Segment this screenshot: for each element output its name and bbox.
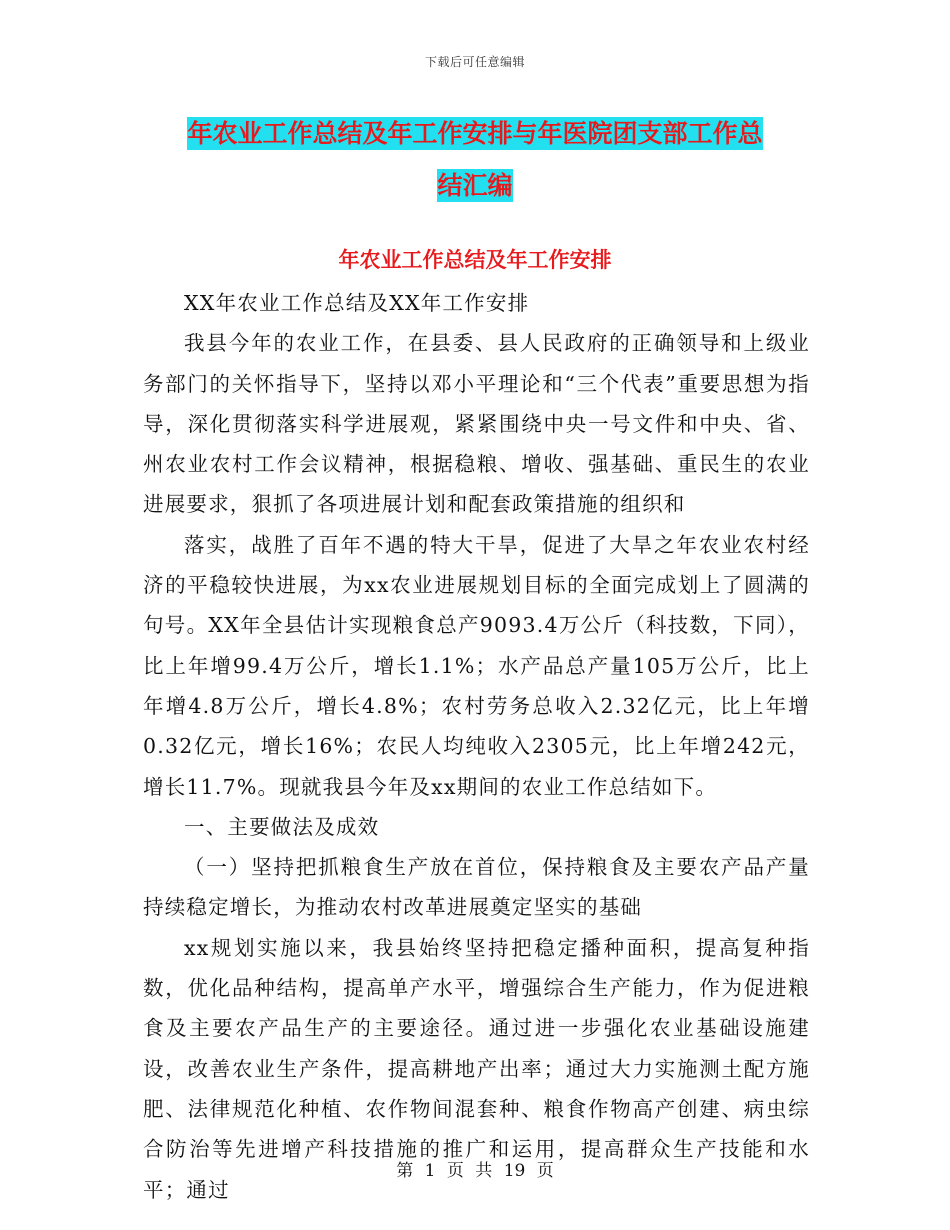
header-note: 下载后可任意编辑 [424, 55, 525, 69]
section-heading: 一、主要做法及成效 [184, 814, 380, 839]
paragraph: xx规划实施以来，我县始终坚持把稳定播种面积，提高复种指数，优化品种结构，提高单产水平，增强综合生产能力，作为促进粮食及主要农产品生产的主要途径。通过进一步强化农业基础设施建设，改善农业生产条件，提高耕地产出率；通过大力实施测土配方施肥、法律规范化种植、农作物间混套种、粮食作物高产创建、病虫综合防治等先进增产科技措施的推广和运用，提高群众生产技能和水平；通过 [143, 935, 810, 1202]
subsection-heading: （一）坚持把抓粮食生产放在首位，保持粮食及主要农产品产量持续稳定增长，为推动农村改革进展奠定坚实的基础 [143, 855, 810, 920]
section-title: 年农业工作总结及年工作安排 [338, 248, 612, 272]
document-title [150, 108, 800, 212]
document-title-line-2: 结汇编 [437, 171, 513, 200]
document-title-line-1: 年农业工作总结及年工作安排与年医院团支部工作总 [187, 119, 763, 148]
paragraph: 我县今年的农业工作，在县委、县人民政府的正确领导和上级业务部门的关怀指导下，坚持以邓小平理论和“三个代表”重要思想为指导，深化贯彻落实科学进展观，紧紧围绕中央一号文件和中央、省、州农业农村工作会议精神，根据稳粮、增收、强基础、重民生的农业进展要求，狠抓了各项进展计划和配套政策措施的组织和 [143, 331, 810, 517]
page-footer: 第 1 页 共 19 页 [396, 1161, 554, 1181]
paragraph-heading: XX年农业工作总结及XX年工作安排 [184, 291, 530, 315]
paragraph: 落实，战胜了百年不遇的特大干旱，促进了大旱之年农业农村经济的平稳较快进展，为xx农业进展规划目标的全面完成划上了圆满的句号。XX年全县估计实现粮食总产9093.4万公斤（科技数，下同），比上年增99.4万公斤，增长1.1%；水产品总产量105万公斤，比上年增4.8万公斤，增长4.8%；农村劳务总收入2.32亿元，比上年增0.32亿元，增长16%；农民人均纯收入2305元，比上年增242元，增长11.7%。现就我县今年及xx期间的农业工作总结如下。 [143, 532, 810, 799]
body-text [143, 283, 810, 1210]
